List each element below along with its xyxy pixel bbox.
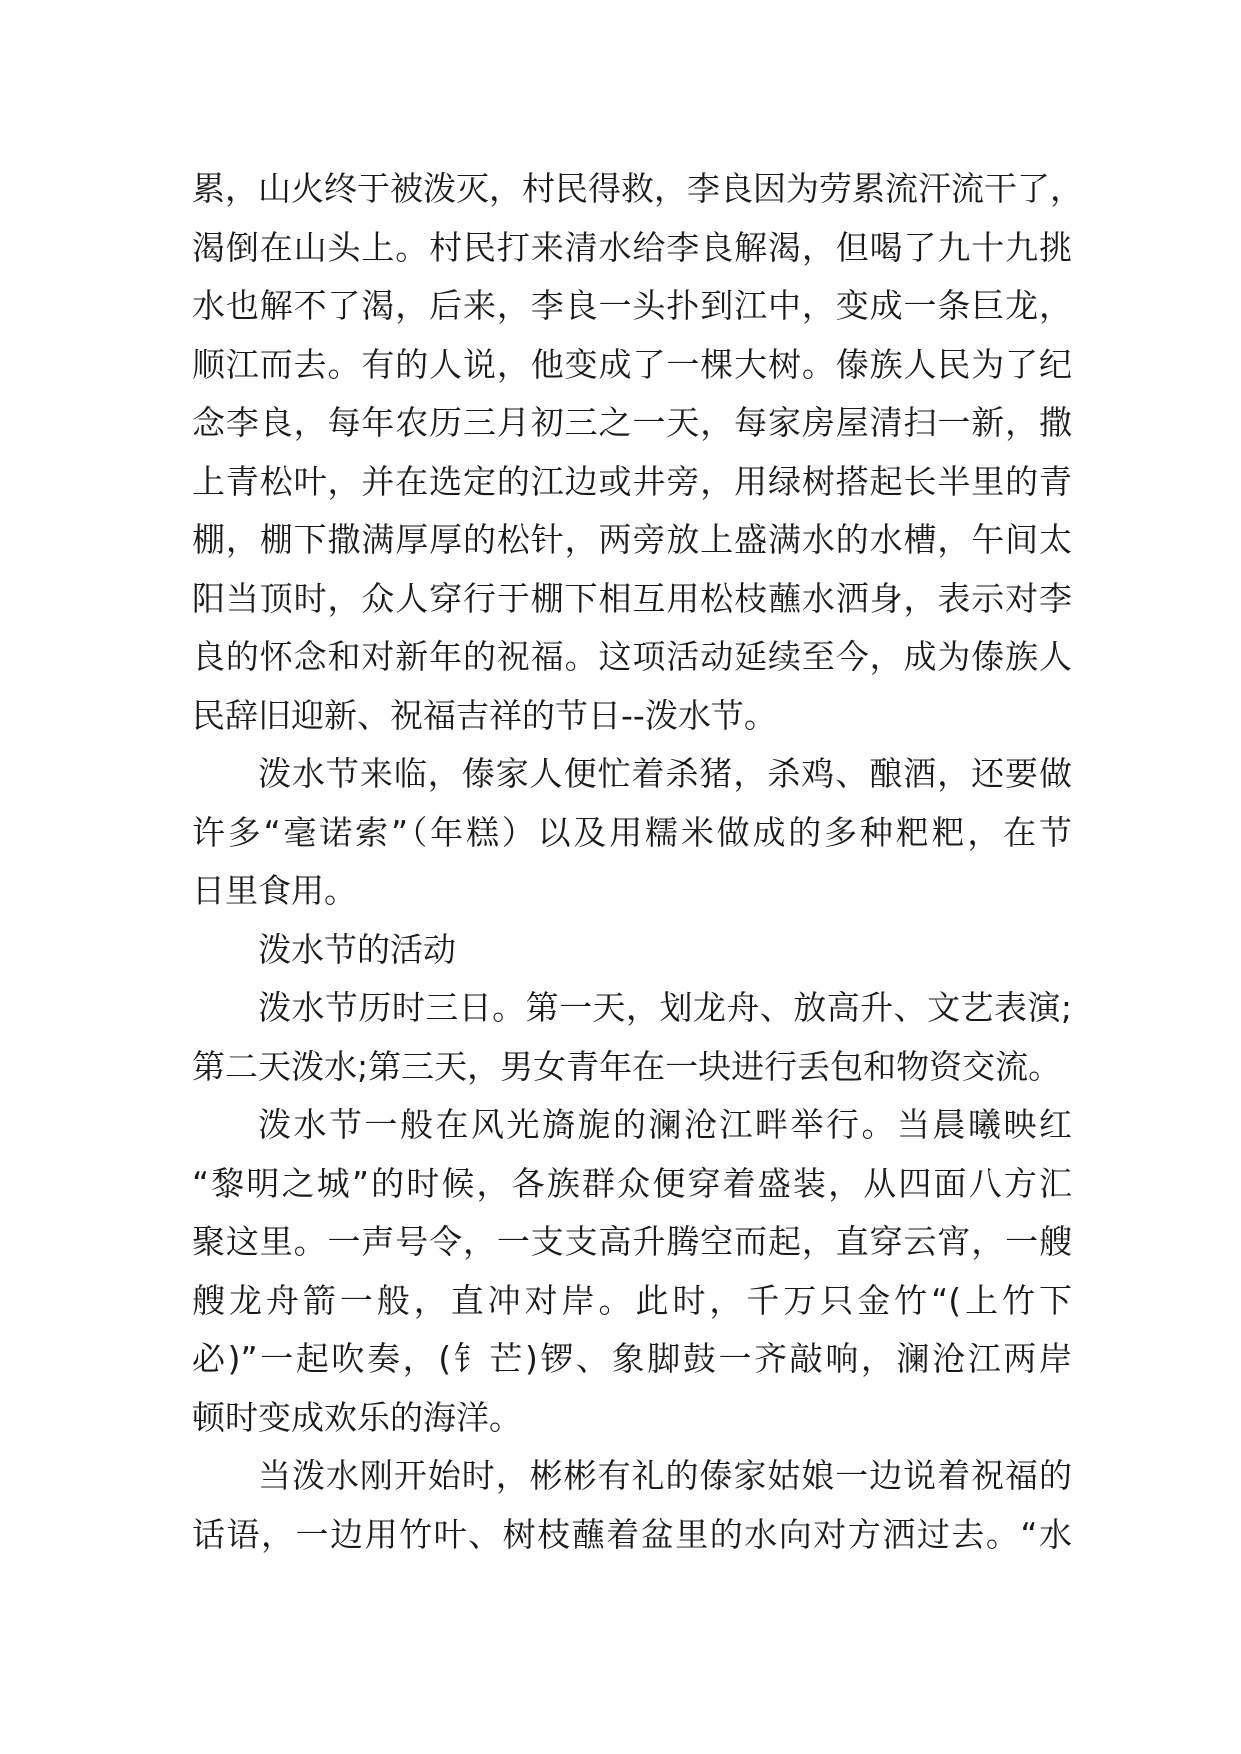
text-line: 民辞旧迎新、祝福吉祥的节日--泼水节。 xyxy=(192,695,777,735)
text-line: 累，山火终于被泼灭，村民得救，李良因为劳累流汗流干了， xyxy=(192,169,1083,208)
text-line: 渴倒在山头上。村民打来清水给李良解渴，但喝了九十九挑 xyxy=(192,227,1072,267)
text-line: 泼水节一般在风光旖旎的澜沧江畔举行。当晨曦映红 xyxy=(258,1105,1072,1144)
text-line: 良的怀念和对新年的祝福。这项活动延续至今，成为傣族人 xyxy=(192,637,1072,676)
text-line: 棚，棚下撒满厚厚的松针，两旁放上盛满水的水槽，午间太 xyxy=(192,520,1072,559)
text-line: 日里食用。 xyxy=(192,871,357,910)
text-line: 顺江而去。有的人说，他变成了一棵大树。傣族人民为了纪 xyxy=(192,344,1072,384)
text-line: 必)”一起吹奏，(钅芒)锣、象脚鼓一齐敲响，澜沧江两岸 xyxy=(192,1339,1072,1378)
text-line: 聚这里。一声号令，一支支高升腾空而起，直穿云宵，一艘 xyxy=(192,1222,1072,1261)
text-line: 当泼水刚开始时，彬彬有礼的傣家姑娘一边说着祝福的 xyxy=(258,1456,1072,1495)
text-line: 念李良，每年农历三月初三之一天，每家房屋清扫一新，撒 xyxy=(192,403,1072,442)
document-body xyxy=(192,160,1083,1564)
text-line: 阳当顶时，众人穿行于棚下相互用松枝蘸水洒身，表示对李 xyxy=(192,578,1072,618)
text-line: “黎明之城”的时候，各族群众便穿着盛装，从四面八方汇 xyxy=(192,1163,1072,1203)
text-line: 泼水节历时三日。第一天，划龙舟、放高升、文艺表演; xyxy=(258,988,1072,1027)
text-line: 艘龙舟箭一般，直冲对岸。此时，千万只金竹“(上竹下 xyxy=(192,1280,1072,1320)
text-line: 泼水节来临，傣家人便忙着杀猪，杀鸡、酿酒，还要做 xyxy=(258,754,1072,793)
text-line: 水也解不了渴，后来，李良一头扑到江中，变成一条巨龙， xyxy=(192,286,1072,325)
text-line: 上青松叶，并在选定的江边或井旁，用绿树搭起长半里的青 xyxy=(192,461,1072,501)
text-line: 第二天泼水;第三天，男女青年在一块进行丢包和物资交流。 xyxy=(192,1046,1062,1086)
text-line: 许多“毫诺索”（年糕）以及用糯米做成的多种粑粑，在节 xyxy=(192,812,1072,852)
text-line: 顿时变成欢乐的海洋。 xyxy=(192,1397,522,1437)
text-line: 泼水节的活动 xyxy=(258,929,456,969)
text-line: 话语，一边用竹叶、树枝蘸着盆里的水向对方洒过去。“水 xyxy=(192,1514,1072,1554)
